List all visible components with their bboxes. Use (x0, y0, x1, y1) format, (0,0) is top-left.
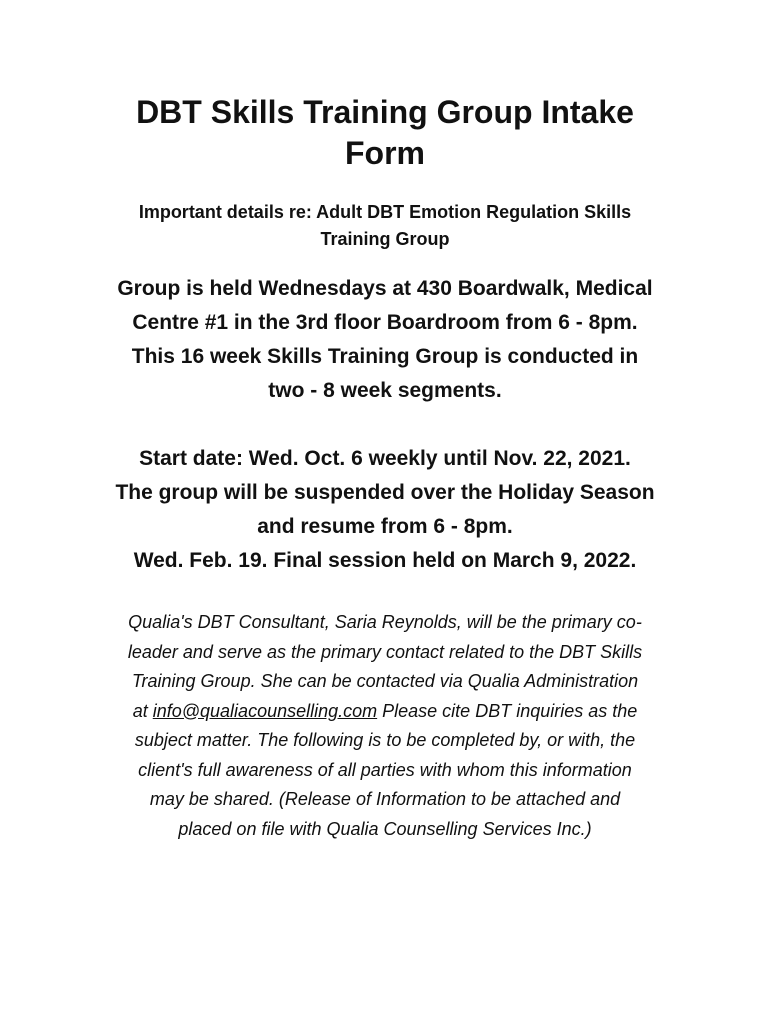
consultant-line-6: client's full awareness of all parties with whom this information (138, 759, 632, 780)
consultant-line-8: placed on file with Qualia Counselling Services Inc.) (178, 818, 592, 839)
group-details (60, 272, 710, 578)
details-line-4: two - 8 week segments. (268, 379, 502, 402)
consultant-line-5: subject matter. The following is to be completed by, or with, the (134, 730, 636, 750)
details-line-6: The group will be suspended over the Holiday Season (115, 481, 655, 504)
form-title-line-1: DBT Skills Training Group Intake (136, 94, 634, 130)
form-subtitle (90, 199, 680, 253)
details-line-7: and resume from 6 - 8pm. (257, 515, 513, 538)
form-title (90, 92, 680, 174)
consultant-line-4-prefix: at (132, 700, 153, 721)
consultant-paragraph (60, 608, 710, 844)
form-subtitle-line-2: Training Group (320, 229, 450, 249)
consultant-line-4-suffix: Please cite DBT inquiries as the (377, 700, 638, 721)
details-line-5: Start date: Wed. Oct. 6 weekly until Nov. 22, 2021. (139, 447, 631, 470)
details-spacer (60, 408, 710, 442)
details-line-3: This 16 week Skills Training Group is conducted in (131, 345, 639, 368)
consultant-line-7: may be shared. (Release of Information to be attached and (149, 789, 621, 809)
details-line-8: Wed. Feb. 19. Final session held on March 9, 2022. (133, 549, 637, 572)
consultant-line-4 (60, 697, 710, 727)
consultant-line-3: Training Group. She can be contacted via Qualia Administration (131, 671, 639, 691)
form-subtitle-line-1: Important details re: Adult DBT Emotion Regulation Skills (138, 202, 632, 222)
consultant-line-2: leader and serve as the primary contact related to the DBT Skills (127, 641, 643, 662)
details-line-1: Group is held Wednesdays at 430 Boardwalk, Medical (117, 277, 653, 300)
details-line-2: Centre #1 in the 3rd floor Boardroom from 6 - 8pm. (132, 311, 638, 334)
consultant-line-1: Qualia's DBT Consultant, Saria Reynolds, will be the primary co- (128, 612, 642, 632)
form-title-line-2: Form (345, 135, 425, 171)
email-link[interactable]: info@qualiacounselling.com (152, 700, 378, 721)
